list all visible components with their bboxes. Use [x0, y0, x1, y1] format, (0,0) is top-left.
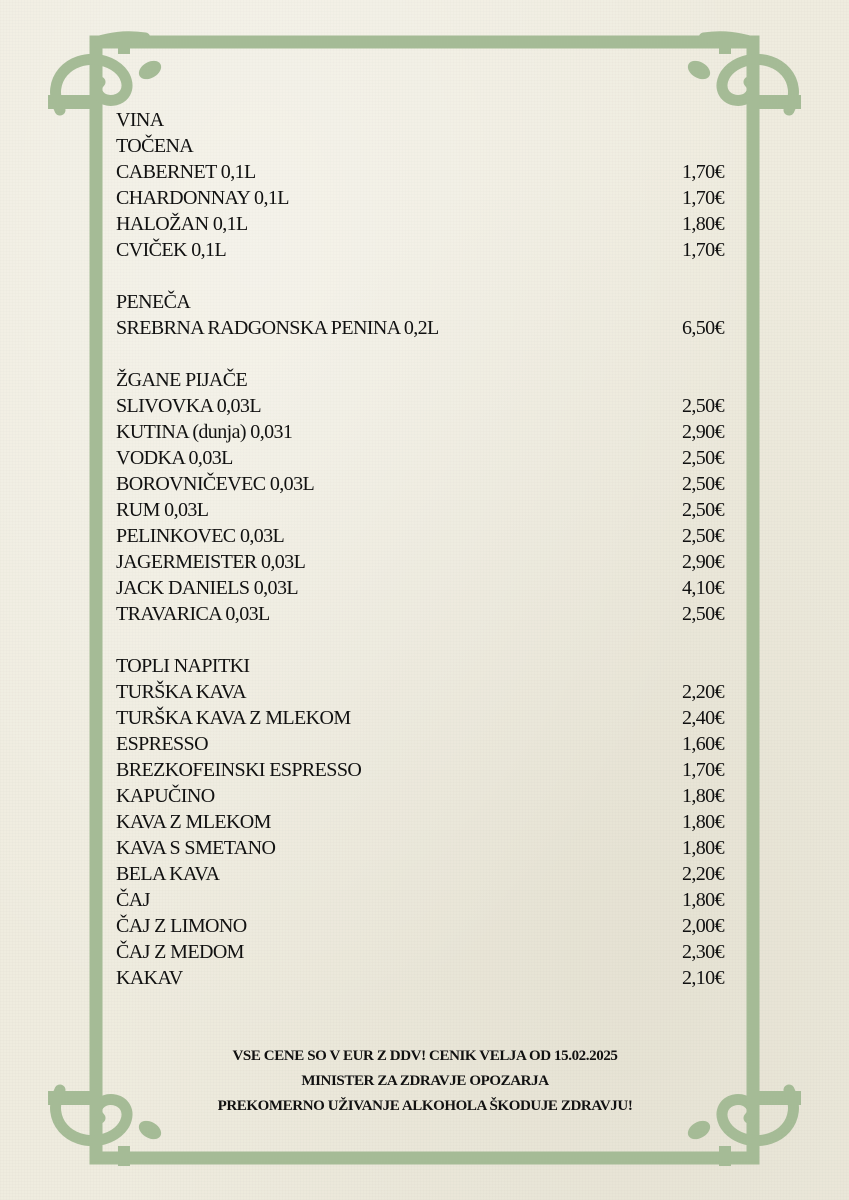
menu-item: [116, 809, 724, 835]
item-price: 2,50€: [681, 473, 724, 495]
footer-notice: [100, 1044, 750, 1119]
menu-item: [116, 939, 724, 965]
item-price: 1,70€: [681, 759, 724, 781]
item-price: 1,80€: [681, 837, 724, 859]
item-price: 2,90€: [681, 421, 724, 443]
footer-alcohol-warning: PREKOMERNO UŽIVANJE ALKOHOLA ŠKODUJE ZDRAVJU!: [217, 1098, 633, 1114]
menu-item: [116, 731, 724, 757]
section-title: PENEČA: [116, 291, 191, 313]
menu-item: [116, 159, 724, 185]
item-name: KAVA Z MLEKOM: [116, 811, 271, 833]
menu-item: [116, 913, 724, 939]
item-name: CABERNET 0,1L: [116, 161, 256, 183]
item-name: TRAVARICA 0,03L: [116, 603, 270, 625]
item-name: PELINKOVEC 0,03L: [116, 525, 285, 547]
item-name: CVIČEK 0,1L: [116, 239, 227, 261]
item-name: BREZKOFEINSKI ESPRESSO: [116, 759, 362, 781]
item-price: 2,10€: [681, 967, 724, 989]
item-price: 1,80€: [681, 889, 724, 911]
menu-item: [116, 237, 724, 263]
item-price: 2,40€: [681, 707, 724, 729]
item-price: 1,70€: [681, 161, 724, 183]
menu-item: [116, 887, 724, 913]
item-name: KAPUČINO: [116, 785, 215, 807]
menu-item: [116, 419, 724, 445]
menu-item: [116, 601, 724, 627]
item-price: 6,50€: [681, 317, 724, 339]
item-price: 1,80€: [681, 213, 724, 235]
menu-item: [116, 393, 724, 419]
item-price: 2,00€: [681, 915, 724, 937]
item-name: HALOŽAN 0,1L: [116, 213, 248, 235]
item-price: 2,20€: [681, 681, 724, 703]
menu-section: [116, 367, 724, 627]
item-price: 1,60€: [681, 733, 724, 755]
item-price: 2,50€: [681, 603, 724, 625]
section-title: ŽGANE PIJAČE: [116, 369, 248, 391]
menu-item: [116, 315, 724, 341]
menu-item: [116, 861, 724, 887]
item-name: TURŠKA KAVA: [116, 681, 246, 703]
section-title: VINA: [116, 109, 164, 131]
item-name: JAGERMEISTER 0,03L: [116, 551, 306, 573]
menu-item: [116, 705, 724, 731]
item-name: KUTINA (dunja) 0,031: [116, 421, 293, 443]
item-name: TURŠKA KAVA Z MLEKOM: [116, 707, 351, 729]
item-price: 4,10€: [681, 577, 724, 599]
item-price: 2,20€: [681, 863, 724, 885]
menu-item: [116, 445, 724, 471]
item-name: JACK DANIELS 0,03L: [116, 577, 298, 599]
item-price: 1,80€: [681, 811, 724, 833]
menu-item: [116, 575, 724, 601]
item-price: 2,50€: [681, 499, 724, 521]
item-name: SLIVOVKA 0,03L: [116, 395, 261, 417]
item-name: KAKAV: [116, 967, 183, 989]
item-price: 2,30€: [681, 941, 724, 963]
section-title: TOČENA: [116, 135, 194, 157]
item-name: CHARDONNAY 0,1L: [116, 187, 289, 209]
menu-item: [116, 497, 724, 523]
item-name: VODKA 0,03L: [116, 447, 233, 469]
menu-item: [116, 783, 724, 809]
item-name: ESPRESSO: [116, 733, 208, 755]
menu-section: [116, 107, 724, 263]
price-list: [116, 107, 724, 1017]
item-price: 2,50€: [681, 525, 724, 547]
menu-item: [116, 757, 724, 783]
item-price: 2,90€: [681, 551, 724, 573]
item-name: BOROVNIČEVEC 0,03L: [116, 473, 315, 495]
footer-price-note: VSE CENE SO V EUR Z DDV! CENIK VELJA OD 15.02.2025: [232, 1048, 618, 1064]
menu-section: [116, 653, 724, 991]
item-name: KAVA S SMETANO: [116, 837, 276, 859]
footer-ministry-warning: MINISTER ZA ZDRAVJE OPOZARJA: [301, 1073, 549, 1089]
item-price: 1,70€: [681, 187, 724, 209]
menu-item: [116, 965, 724, 991]
section-title: TOPLI NAPITKI: [116, 655, 250, 677]
item-name: BELA KAVA: [116, 863, 220, 885]
menu-item: [116, 835, 724, 861]
item-name: ČAJ: [116, 889, 150, 911]
menu-item: [116, 679, 724, 705]
item-price: 1,80€: [681, 785, 724, 807]
menu-item: [116, 523, 724, 549]
item-name: RUM 0,03L: [116, 499, 209, 521]
item-name: ČAJ Z MEDOM: [116, 941, 244, 963]
menu-item: [116, 211, 724, 237]
menu-item: [116, 185, 724, 211]
menu-item: [116, 549, 724, 575]
item-price: 2,50€: [681, 395, 724, 417]
item-price: 1,70€: [681, 239, 724, 261]
menu-section: [116, 289, 724, 341]
menu-item: [116, 471, 724, 497]
item-name: SREBRNA RADGONSKA PENINA 0,2L: [116, 317, 439, 339]
item-name: ČAJ Z LIMONO: [116, 915, 247, 937]
item-price: 2,50€: [681, 447, 724, 469]
